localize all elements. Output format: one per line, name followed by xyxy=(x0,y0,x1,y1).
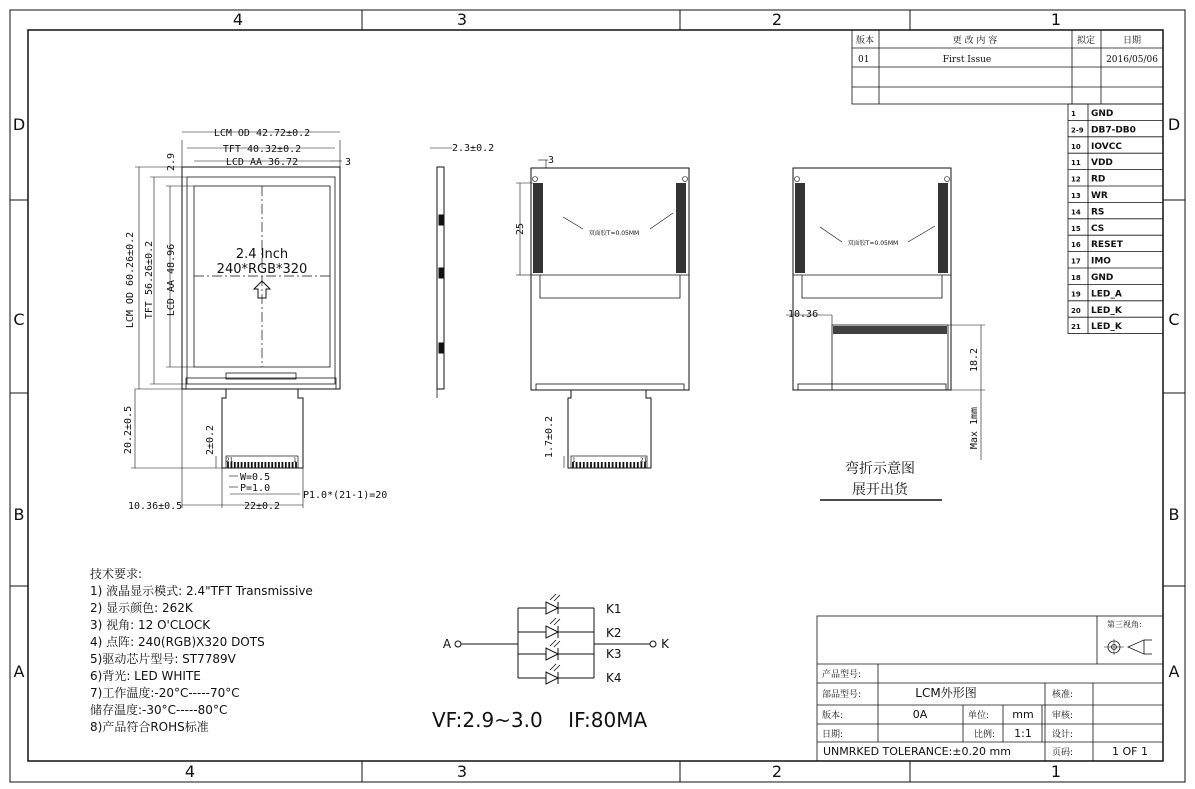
fpc-pin xyxy=(288,462,290,468)
pin-number: 2-9 xyxy=(1071,126,1084,135)
pin-name: RESET xyxy=(1091,240,1123,251)
pin-name: LED_K xyxy=(1091,322,1122,333)
scale-label: 比例: xyxy=(974,730,996,740)
back-pin-label-21: 21 xyxy=(640,457,648,464)
grid-row-left-c: C xyxy=(13,310,25,329)
grid-row-right-a: A xyxy=(1168,662,1180,681)
tape-note-back: 双面胶T=0.05MM xyxy=(588,230,640,237)
front-view xyxy=(123,128,387,512)
tech-req-line: 8)产品符合ROHS标准 xyxy=(90,720,209,734)
grid-col-top-2: 2 xyxy=(771,10,783,29)
fpc-pin xyxy=(576,462,578,468)
dim-3-front: 3 xyxy=(345,157,352,168)
projection-label: 第三视角: xyxy=(1107,620,1142,629)
pin-number: 21 xyxy=(1071,323,1081,332)
fpc-pin xyxy=(241,462,243,468)
grid-col-bottom-1: 1 xyxy=(1050,762,1062,781)
fpc-pin xyxy=(594,462,596,468)
grid-row-left-d: D xyxy=(12,115,26,134)
led-diode xyxy=(518,618,594,638)
dim-fpc-2: 2±0.2 xyxy=(205,424,216,456)
dim-max-1mm: Max 1mm xyxy=(969,406,980,450)
product-model-label: 产品型号: xyxy=(822,670,862,680)
grid-col-top-3: 3 xyxy=(456,10,468,29)
k2-label: K2 xyxy=(606,626,622,640)
fpc-pin xyxy=(590,462,592,468)
rev-header-version: 版本 xyxy=(855,36,875,46)
side-view xyxy=(430,143,494,398)
pin-name: RS xyxy=(1091,207,1105,218)
pin-number: 20 xyxy=(1071,306,1081,315)
dim-p: P=1.0 xyxy=(240,483,271,494)
unit-label: 单位: xyxy=(968,711,990,721)
pin-number: 10 xyxy=(1071,142,1081,151)
back-pin-label-1: 1 xyxy=(572,457,576,464)
tech-req-line: 3) 视角: 12 O'CLOCK xyxy=(90,618,211,632)
part-model-value: LCM外形图 xyxy=(915,686,977,700)
tech-req-line: 2) 显示颜色: 262K xyxy=(90,601,193,615)
page-label: 页码: xyxy=(1052,748,1074,758)
version-value: 0A xyxy=(912,708,928,721)
dim-2-9: 2.9 xyxy=(166,152,177,172)
fpc-pin xyxy=(597,462,599,468)
dim-tft-height: TFT 56.26±0.2 xyxy=(144,240,155,320)
anode-label: A xyxy=(442,637,452,651)
pin-number: 15 xyxy=(1071,224,1081,233)
dim-18-2: 18.2 xyxy=(969,347,980,373)
fpc-pin xyxy=(619,462,621,468)
pin-number: 19 xyxy=(1071,290,1081,299)
fpc-pin xyxy=(633,462,635,468)
technical-requirements xyxy=(90,566,313,734)
grid-row-right-c: C xyxy=(1168,310,1180,329)
back-view xyxy=(515,155,689,468)
fpc-pin xyxy=(258,462,260,468)
fpc-pin xyxy=(605,462,607,468)
fpc-pin xyxy=(630,462,632,468)
pin-name: WR xyxy=(1091,191,1108,201)
dim-fpc-length: 20.2±0.5 xyxy=(123,405,134,455)
pin-number: 13 xyxy=(1071,192,1081,200)
led-diode xyxy=(518,594,594,614)
k4-label: K4 xyxy=(606,671,622,685)
fpc-pin-label-21: 21 xyxy=(226,457,234,464)
unit-value: mm xyxy=(1012,708,1034,721)
tolerance-note: UNMRKED TOLERANCE:±0.20 mm xyxy=(823,745,1011,758)
led-circuit xyxy=(432,594,670,732)
tech-req-line: 5)驱动芯片型号: ST7789V xyxy=(90,652,236,666)
fpc-pin xyxy=(583,462,585,468)
version-label: 版本: xyxy=(822,711,844,721)
cathode-label: K xyxy=(661,637,669,651)
pin-table xyxy=(1068,104,1163,334)
fpc-pin xyxy=(234,462,236,468)
dim-thickness: 2.3±0.2 xyxy=(452,143,495,154)
pin-number: 12 xyxy=(1071,175,1081,184)
k1-label: K1 xyxy=(606,602,622,616)
sheet-border xyxy=(10,10,1185,782)
pin-number: 17 xyxy=(1071,257,1081,266)
rev-row-date: 2016/05/06 xyxy=(1106,55,1158,65)
date-label: 日期: xyxy=(822,730,844,740)
fpc-pin xyxy=(601,462,603,468)
grid-row-left-b: B xyxy=(13,505,25,524)
rev-row-change: First Issue xyxy=(942,55,992,65)
page-value: 1 OF 1 xyxy=(1112,745,1148,758)
pin-name: IOVCC xyxy=(1091,141,1122,152)
fpc-pin xyxy=(265,462,267,468)
dim-25: 25 xyxy=(515,222,526,236)
pin-name: VDD xyxy=(1091,158,1113,169)
pin-name: RD xyxy=(1091,174,1106,185)
led-spec: VF:2.9~3.0 IF:80MA xyxy=(432,708,648,732)
fpc-pin xyxy=(579,462,581,468)
review-label: 审核: xyxy=(1052,711,1074,721)
resolution-text: 240*RGB*320 xyxy=(216,262,308,277)
tech-req-line: 1) 液晶显示模式: 2.4"TFT Transmissive xyxy=(90,584,313,598)
back-fpc-pin-row xyxy=(572,462,646,468)
pin-name: GND xyxy=(1091,273,1114,283)
rev-header-date: 日期 xyxy=(1122,36,1142,46)
dim-tft-width: TFT 40.32±0.2 xyxy=(222,144,302,155)
fpc-pin xyxy=(623,462,625,468)
grid-row-right-b: B xyxy=(1168,505,1180,524)
fpc-pin xyxy=(278,462,280,468)
dim-10-36: 10.36 xyxy=(788,309,819,320)
fpc-pin-label-1: 1 xyxy=(293,457,297,464)
led-diode xyxy=(518,664,594,684)
fpc-pin xyxy=(612,462,614,468)
dim-lcd-aa-height: LCD AA 48.96 xyxy=(166,243,177,317)
grid-col-bottom-2: 2 xyxy=(771,762,783,781)
k3-label: K3 xyxy=(606,647,622,661)
grid-row-left-a: A xyxy=(13,662,25,681)
dim-lcm-od-width: LCM OD 42.72±0.2 xyxy=(213,128,311,139)
tech-req-line: 储存温度:-30°C-----80°C xyxy=(90,703,228,717)
fpc-pin xyxy=(587,462,589,468)
fpc-pin xyxy=(251,462,253,468)
tape-note-fold: 双面胶T=0.05MM xyxy=(847,240,899,247)
pin-name: GND xyxy=(1091,109,1114,119)
fpc-pin xyxy=(275,462,277,468)
pin-name: LED_K xyxy=(1091,305,1122,316)
dim-lcm-od-height: LCM OD 60.26±0.2 xyxy=(125,231,136,329)
fold-view xyxy=(786,168,985,500)
dim-3-back: 3 xyxy=(548,155,555,166)
fpc-pin xyxy=(237,462,239,468)
dim-1-7: 1.7±0.2 xyxy=(544,415,555,459)
panel-size-text: 2.4 Inch xyxy=(235,247,289,262)
grid-col-top-1: 1 xyxy=(1050,10,1062,29)
fpc-pin xyxy=(626,462,628,468)
dim-fpc-width: 22±0.2 xyxy=(243,501,281,512)
fpc-pin xyxy=(268,462,270,468)
tech-req-line: 7)工作温度:-20°C-----70°C xyxy=(90,686,240,700)
check-label: 核准: xyxy=(1052,690,1074,700)
rev-header-change: 更 改 内 容 xyxy=(952,36,998,46)
fpc-pin xyxy=(248,462,250,468)
grid-col-bottom-4: 4 xyxy=(184,762,196,781)
pin-name: CS xyxy=(1091,223,1105,234)
tech-req-title: 技术要求: xyxy=(90,567,143,581)
rev-header-drafter: 拟定 xyxy=(1076,36,1096,46)
fpc-pin-row xyxy=(227,462,297,468)
pin-number: 14 xyxy=(1071,208,1081,217)
led-diode xyxy=(518,640,594,660)
dim-pitch-total: P1.0*(21-1)=20 xyxy=(303,490,388,501)
fpc-pin xyxy=(261,462,263,468)
fpc-pin xyxy=(285,462,287,468)
led-diodes xyxy=(518,594,594,684)
pin-name: DB7-DB0 xyxy=(1091,125,1136,136)
fpc-pin xyxy=(282,462,284,468)
rev-row-version: 01 xyxy=(858,55,870,65)
dim-lcd-aa-width: LCD AA 36.72 xyxy=(225,157,299,168)
tech-req-line: 4) 点阵: 240(RGB)X320 DOTS xyxy=(90,635,265,649)
tech-req-line: 6)背光: LED WHITE xyxy=(90,669,201,683)
dim-left-offset: 10.36±0.5 xyxy=(128,501,183,512)
fpc-pin xyxy=(608,462,610,468)
design-label: 设计: xyxy=(1052,730,1074,740)
part-model-label: 部品型号: xyxy=(822,690,862,700)
fpc-pin xyxy=(254,462,256,468)
fpc-pin xyxy=(637,462,639,468)
fpc-pin xyxy=(615,462,617,468)
pin-number: 11 xyxy=(1071,159,1081,168)
dim-w: W=0.5 xyxy=(240,472,271,483)
revision-table xyxy=(852,30,1163,104)
pin-number: 18 xyxy=(1071,274,1081,282)
fpc-pin xyxy=(244,462,246,468)
fold-caption-1: 弯折示意图 xyxy=(845,461,915,477)
pin-name: IMO xyxy=(1091,256,1111,267)
pin-number: 16 xyxy=(1071,241,1081,250)
pin-name: LED_A xyxy=(1091,289,1122,300)
grid-row-right-d: D xyxy=(1167,115,1181,134)
title-block xyxy=(817,616,1163,761)
pin-number: 1 xyxy=(1071,110,1076,118)
scale-value: 1:1 xyxy=(1014,727,1032,740)
grid-col-bottom-3: 3 xyxy=(456,762,468,781)
grid-col-top-4: 4 xyxy=(232,10,244,29)
fpc-pin xyxy=(271,462,273,468)
fold-caption-2: 展开出货 xyxy=(852,482,908,498)
